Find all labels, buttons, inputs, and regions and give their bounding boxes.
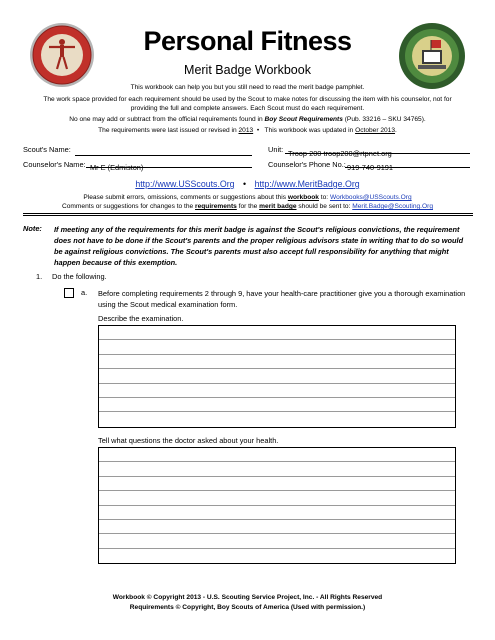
divider-bottom bbox=[23, 215, 473, 216]
answer-line bbox=[99, 477, 455, 491]
answer-line bbox=[99, 412, 455, 426]
page-title: Personal Fitness bbox=[143, 26, 352, 56]
workbooks-email-link[interactable]: Workbooks@USScouts.Org bbox=[329, 194, 412, 201]
merit-badge-email-link[interactable]: Merit.Badge@Scouting.Org bbox=[352, 203, 433, 210]
requirement-1-number: 1. bbox=[36, 272, 43, 281]
note-label: Note: bbox=[23, 224, 42, 233]
unit-label: Unit: bbox=[268, 145, 284, 154]
answer-line bbox=[99, 369, 455, 383]
answer-line bbox=[99, 448, 455, 462]
link-separator: • bbox=[243, 179, 247, 189]
intro-line-4-pre: No one may add or subtract from the official requirements found in bbox=[69, 116, 265, 123]
submit-workbook-word: workbook bbox=[287, 194, 319, 201]
website-links bbox=[0, 179, 495, 189]
meritbadge-link[interactable]: http://www.MeritBadge.Org bbox=[254, 179, 360, 189]
requirement-1a-text: Before completing requirements 2 through 9, have your health-care practitioner give you a thorough examination using the Scout medical examination form. bbox=[98, 289, 466, 309]
revision-year: 2013 bbox=[238, 127, 254, 134]
intro-line-4 bbox=[0, 115, 495, 124]
counselor-phone-value: 919-740-9191 bbox=[347, 163, 394, 172]
intro-line-5 bbox=[0, 126, 495, 135]
footer-copyright-requirements: Requirements © Copyright, Boy Scouts of America (Used with permission.) bbox=[129, 604, 366, 611]
requirement-1a-letter: a. bbox=[81, 288, 88, 297]
describe-answer-box[interactable] bbox=[98, 325, 456, 428]
intro-line-5-mid: • This workbook was updated in bbox=[253, 127, 356, 134]
answer-line bbox=[99, 506, 455, 520]
answer-line bbox=[99, 355, 455, 369]
changes-line bbox=[0, 202, 495, 211]
counselor-name-value: Mr E (Edmiston) bbox=[90, 163, 144, 172]
intro-line-5-pre: The requirements were last issued or revised in bbox=[98, 127, 239, 134]
divider-top bbox=[23, 213, 473, 214]
intro-line-4-post: (Pub. 33216 – SKU 34765). bbox=[342, 116, 426, 123]
answer-line bbox=[99, 534, 455, 548]
counselor-name-label: Counselor's Name: bbox=[23, 160, 86, 169]
submit-mid: to: bbox=[318, 194, 330, 201]
page-subtitle: Merit Badge Workbook bbox=[184, 63, 311, 77]
changes-requirements-word: requirements bbox=[195, 203, 237, 210]
intro-line-1: This workbook can help you but you still need to read the merit badge pamphlet. bbox=[130, 84, 365, 91]
scout-name-label: Scout's Name: bbox=[23, 145, 71, 154]
unit-value: Troop 200 troop200@rtpnet.org bbox=[288, 149, 392, 158]
requirement-1a-checkbox[interactable] bbox=[64, 288, 74, 298]
intro-line-5-end: . bbox=[395, 127, 397, 134]
intro-line-2: The work space provided for each requirement should be used by the Scout to make notes for discussing the item with his counselor, not for bbox=[43, 96, 452, 103]
intro-line-3: providing the full and complete answers. Each Scout must do each requirement. bbox=[130, 105, 365, 112]
usscouts-link[interactable]: http://www.USScouts.Org bbox=[135, 179, 235, 189]
answer-line bbox=[99, 326, 455, 340]
answer-line bbox=[99, 549, 455, 563]
answer-line bbox=[99, 462, 455, 476]
requirements-book-title: Boy Scout Requirements bbox=[264, 116, 343, 123]
requirement-1-text: Do the following. bbox=[52, 272, 107, 281]
counselor-name-field[interactable] bbox=[86, 157, 252, 172]
questions-answer-box[interactable] bbox=[98, 447, 456, 564]
changes-mid2: should be sent to: bbox=[296, 203, 353, 210]
update-date: October 2013 bbox=[355, 127, 396, 134]
answer-line bbox=[99, 491, 455, 505]
unit-field[interactable] bbox=[285, 143, 470, 158]
questions-label: Tell what questions the doctor asked about your health. bbox=[98, 436, 279, 445]
changes-merit-badge-word: merit badge bbox=[259, 203, 297, 210]
note-text: If meeting any of the requirements for this merit badge is against the Scout's religious convictions, the requirement does not have to be done if the Scout's parents and the proper religious advisors state in writing that to do so would be against religious convictions. The Scout's parents must also accept full responsibility for anything that might happen because of this exemption. bbox=[54, 225, 464, 267]
submit-pre: Please submit errors, omissions, comments or suggestions about this bbox=[83, 194, 288, 201]
counselor-phone-label: Counselor's Phone No.: bbox=[268, 160, 346, 169]
counselor-phone-field[interactable] bbox=[345, 157, 470, 172]
submit-line bbox=[0, 193, 495, 202]
describe-label: Describe the examination. bbox=[98, 314, 184, 323]
answer-line bbox=[99, 340, 455, 354]
answer-line bbox=[99, 384, 455, 398]
scout-name-field[interactable] bbox=[75, 145, 252, 156]
changes-pre: Comments or suggestions for changes to the bbox=[61, 203, 196, 210]
answer-line bbox=[99, 520, 455, 534]
answer-line bbox=[99, 398, 455, 412]
changes-mid: for the bbox=[236, 203, 260, 210]
footer-copyright-workbook: Workbook © Copyright 2013 - U.S. Scouting Service Project, Inc. - All Rights Reserved bbox=[112, 594, 383, 601]
